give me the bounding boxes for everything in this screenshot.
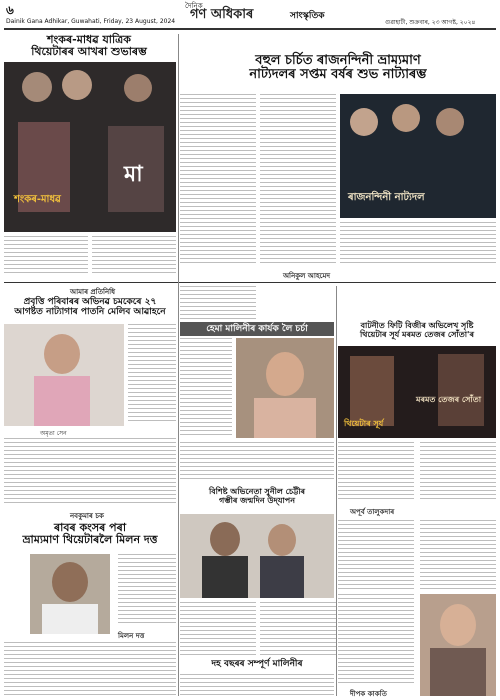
photo-face — [266, 352, 304, 396]
photo-body — [430, 648, 486, 696]
actress-photo — [4, 324, 124, 426]
headline-line-2: নাট্যদলৰ সপ্তম বৰ্ষৰ শুভ নাট্যাৰম্ভ — [249, 67, 427, 83]
article-body — [260, 94, 336, 266]
article-body — [180, 338, 232, 438]
headline-line-1: ৰাবৰ কংসৰ পৰা — [53, 521, 127, 534]
byline: দীপক কাকতি — [350, 690, 387, 698]
article-body — [338, 594, 414, 684]
masthead — [0, 0, 500, 28]
photo-caption: মিলন দত্ত — [118, 632, 145, 640]
article-body — [260, 602, 336, 656]
masthead-title: গণ অধিকাৰ — [190, 7, 254, 22]
photo-face — [440, 604, 476, 646]
column-rule — [178, 34, 179, 696]
photo-face — [52, 562, 88, 602]
article-body — [92, 236, 176, 276]
headline-line-1: বিশিষ্ট অভিনেতা সুনীল চেট্টীৰ — [208, 487, 306, 496]
masthead-prefix: দৈনিক — [185, 2, 203, 10]
article-body — [180, 94, 256, 266]
headline-line-2: আগষ্টত নাট্যাগাৰ পাতনি মেলিব আৱাহনে — [14, 306, 166, 317]
photo-body — [34, 376, 90, 426]
masthead-section: সাংস্কৃতিক — [290, 11, 325, 21]
poster-face-3 — [124, 74, 152, 102]
column-rule — [336, 286, 337, 696]
article-theatre-surya-headline — [338, 322, 496, 340]
poster-face — [392, 104, 420, 132]
poster-face — [350, 108, 378, 136]
dateline-english: Dainik Gana Adhikar, Guwahati, Friday, 23 August, 2024 — [6, 18, 176, 25]
photo-face — [210, 522, 240, 556]
poster-title: থিয়েটাৰ সূৰ্য — [344, 419, 384, 428]
headline-line-2: ভ্ৰাম্যমাণ থিয়েটাৰলৈ মিলন দত্ত — [22, 533, 158, 547]
article-body — [338, 520, 414, 590]
article-ten-years-headline — [180, 660, 334, 670]
poster-figure — [438, 354, 484, 426]
photo-body — [254, 398, 316, 438]
photo-body — [260, 556, 304, 598]
article-shankar-madhab-headline — [4, 34, 174, 58]
headline-line-1: বাটনীত ফিটি বিজীৰ অভিলেখ সৃষ্টি — [360, 321, 474, 330]
milan-dutta-photo — [30, 554, 110, 634]
article-body — [4, 642, 176, 696]
article-body — [118, 554, 176, 624]
article-body — [128, 324, 176, 424]
section-rule — [4, 282, 496, 283]
article-body — [180, 602, 256, 656]
malini-photo — [420, 594, 496, 696]
article-body — [420, 442, 496, 502]
article-milan-dutta-headline — [4, 522, 176, 546]
article-body — [420, 520, 496, 590]
article-rajnandini-headline — [180, 54, 496, 83]
headline: দহ বছৰৰ সম্পূৰ্ণ মালিনীৰ — [211, 659, 303, 669]
page-number: ৬ — [6, 3, 14, 17]
masthead-rule — [4, 28, 496, 30]
poster-face — [436, 108, 464, 136]
headline-line-2: গম্ভীৰ জন্মদিন উদ্‌যাপন — [219, 495, 295, 505]
headline-line-1: শংকৰ-মাধৱ যাত্ৰিক — [47, 33, 131, 46]
photo-body — [202, 556, 248, 598]
photo-body — [42, 604, 98, 634]
photo-face — [268, 524, 296, 556]
headline-line-2: থিয়েটাৰৰ আখৰা শুভাৰম্ভ — [31, 45, 147, 59]
article-body — [180, 442, 334, 482]
poster-face-2 — [62, 70, 92, 100]
headline-line-1: বহুল চৰ্চিত ৰাজনন্দিনী ভ্ৰাম্যমাণ — [255, 53, 421, 68]
dateline-assamese: গুৱাহাটী, শুক্ৰবাৰ, ২৩ আগষ্ট, ২০২৪ — [385, 19, 476, 26]
byline: অনিকুল আহমেদ — [280, 270, 333, 282]
shankar-madhab-poster — [4, 62, 176, 232]
rajnandini-poster — [340, 94, 496, 218]
photo-face — [44, 334, 80, 374]
article-prabritti-headline — [4, 298, 176, 318]
article-body — [338, 442, 414, 502]
article-body — [180, 286, 256, 320]
headline-line-1: প্ৰবৃত্তি পৰিবাৰৰ অভিনৱ চমকেৰে ২৭ — [23, 297, 157, 307]
headline-line-2: থিয়েটাৰ সূৰ্য মৰমত তেজৰ সোঁতা'ৰ — [359, 329, 475, 339]
article-body — [4, 236, 88, 276]
article-body — [340, 222, 496, 266]
poster-figure — [350, 356, 394, 426]
poster-title-maa: মা — [124, 161, 143, 187]
sunil-chhetri-photo — [180, 514, 334, 598]
photo-caption: অমৃতা সেন — [40, 430, 67, 437]
byline: নবকুমাৰ চক — [70, 512, 104, 520]
article-body — [4, 438, 176, 506]
poster-title: শংকৰ-মাধৱ — [14, 194, 61, 205]
poster-subtitle: মৰমত তেজৰ সোঁতা — [416, 395, 482, 404]
article-sunil-chhetri-headline — [180, 488, 334, 506]
byline: অপূৰ্ব তালুকদাৰ — [350, 508, 395, 516]
hema-malini-headline-banner — [180, 322, 334, 336]
poster-face-1 — [22, 72, 52, 102]
hema-malini-photo — [236, 338, 334, 438]
theatre-surya-poster — [338, 346, 496, 438]
byline: আমাৰ প্ৰতিনিধি — [70, 288, 116, 296]
poster-title: ৰাজনন্দিনী নাট্যদল — [348, 192, 425, 203]
headline: হেমা মালিনীৰ কাৰ্যক লৈ চৰ্চা — [206, 324, 308, 334]
article-body — [180, 674, 334, 696]
